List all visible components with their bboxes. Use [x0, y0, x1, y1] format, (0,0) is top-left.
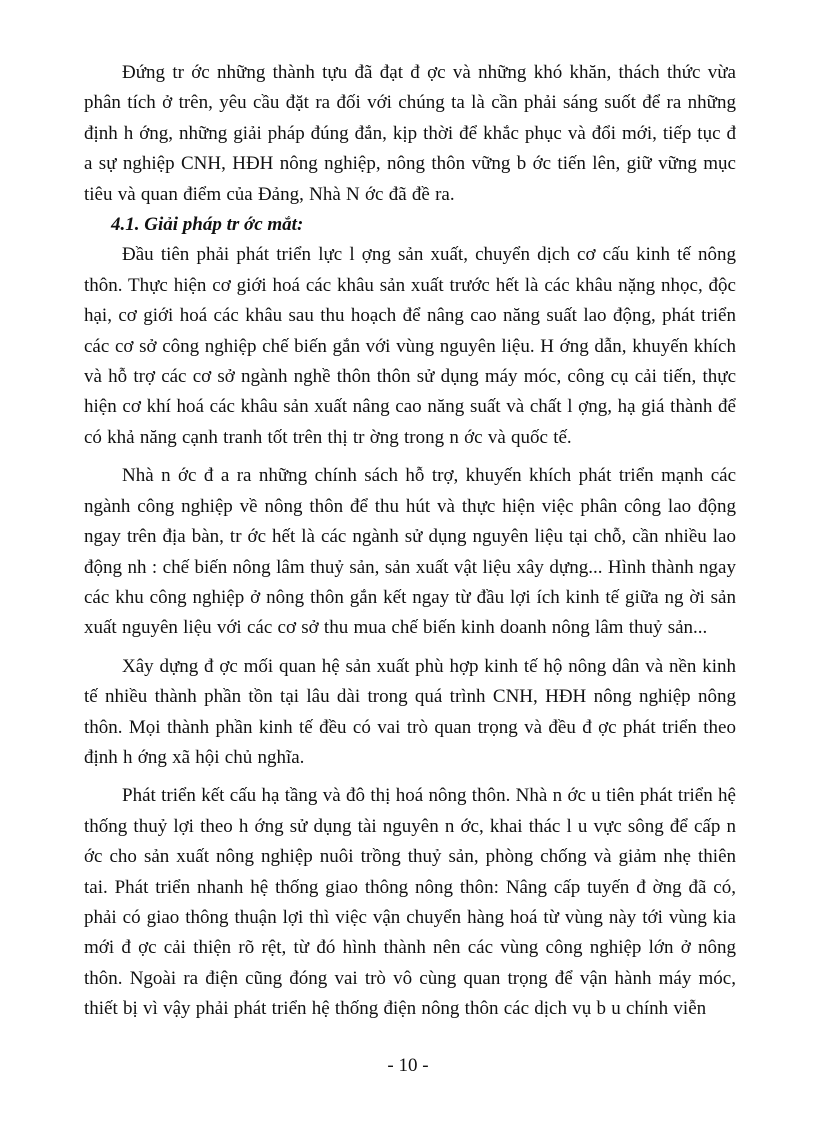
intro-paragraph: Đứng tr ớc những thành tựu đã đạt đ ợc và những khó khăn, thách thức vừa phân tích ở trên, yêu cầu đặt ra đối với chúng ta là cần phải sáng suốt để ra những định h ớng, những giải pháp đúng đắn, kịp thời để khắc phục và đổi mới, tiếp tục đ a sự nghiệp CNH, HĐH nông nghiệp, nông thôn vững b ớc tiến lên, giữ vững mục tiêu và quan điểm của Đảng, Nhà N ớc đã đề ra. — [84, 62, 736, 205]
body-paragraph: Phát triển kết cấu hạ tầng và đô thị hoá nông thôn. Nhà n ớc u tiên phát triển hệ thống thuỷ lợi theo h ớng sử dụng tài nguyên n ớc, khai thác l u vực sông để cấp n ớc cho sản xuất nông nghiệp nuôi trồng thuỷ sản, phòng chống và giảm nhẹ thiên tai. Phát triển nhanh hệ thống giao thông nông thôn: Nâng cấp tuyến đ ờng đã có, phải có giao thông thuận lợi thì việc vận chuyển hàng hoá từ vùng này tới vùng kia mới đ ợc cải thiện rõ rệt, từ đó hình thành nên các vùng công nghiệp lớn ở nông thôn. Ngoài ra điện cũng đóng vai trò vô cùng quan trọng để vận hành máy móc, thiết bị vì vậy phải phát triển hệ thống điện nông thôn các dịch vụ b u chính viễn — [84, 785, 736, 1020]
body-paragraph: Nhà n ớc đ a ra những chính sách hỗ trợ, khuyến khích phát triển mạnh các ngành công nghiệp về nông thôn để thu hút và thực hiện việc phân công lao động ngay trên địa bàn, tr ớc hết là các ngành sử dụng nguyên liệu tại chỗ, cần nhiều lao động nh : chế biến nông lâm thuỷ sản, sản xuất vật liệu xây dựng... Hình thành ngay các khu công nghiệp ở nông thôn gắn kết ngay từ đầu lợi ích kinh tế giữa ng ời sản xuất nguyên liệu với các cơ sở thu mua chế biến kinh doanh nông lâm thuỷ sản... — [84, 465, 736, 639]
page-body — [84, 58, 736, 1025]
body-paragraph: Đầu tiên phải phát triển lực l ợng sản xuất, chuyển dịch cơ cấu kinh tế nông thôn. Thực hiện cơ giới hoá các khâu sản xuất trước hết là các khâu nặng nhọc, độc hại, cơ giới hoá các khâu sau thu hoạch để nâng cao năng suất lao động, phát triển các cơ sở công nghiệp chế biến gắn với vùng nguyên liệu. H ớng dẫn, khuyến khích và hỗ trợ các cơ sở ngành nghề thôn thôn sử dụng máy móc, công cụ cải tiến, thực hiện cơ khí hoá các khâu sản xuất nâng cao năng suất và chất l ợng, hạ giá thành để có khả năng cạnh tranh tốt trên thị tr ờng trong n ớc và quốc tế. — [84, 244, 736, 448]
body-paragraph: Xây dựng đ ợc mối quan hệ sản xuất phù hợp kinh tế hộ nông dân và nền kinh tế nhiều thành phần tồn tại lâu dài trong quá trình CNH, HĐH nông nghiệp nông thôn. Mọi thành phần kinh tế đều có vai trò quan trọng và đều đ ợc phát triển theo định h ớng xã hội chủ nghĩa. — [84, 655, 736, 768]
section-heading: 4.1. Giải pháp tr ớc mắt: — [111, 214, 304, 236]
page-number: - 10 - — [387, 1055, 429, 1076]
